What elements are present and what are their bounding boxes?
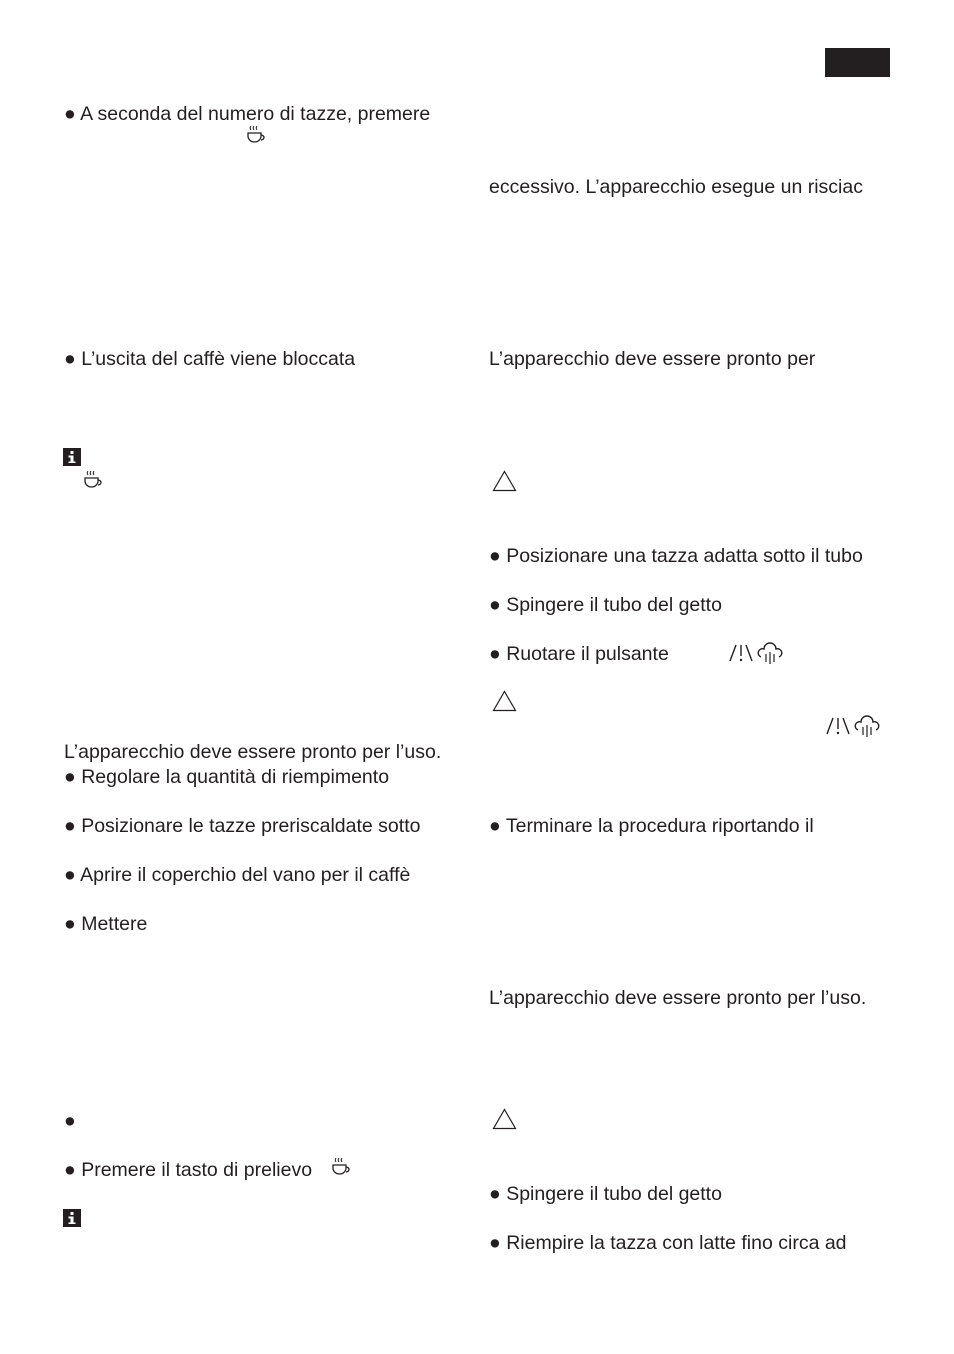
rinse-note-text: eccessivo. L’apparecchio esegue un risciac xyxy=(489,176,863,198)
steaming-cup-icon xyxy=(83,470,105,492)
steaming-cup-icon xyxy=(246,125,268,147)
bullet-press-dispense-button: ● Premere il tasto di prelievo xyxy=(64,1159,313,1181)
bullet-insert: ● Mettere xyxy=(64,913,148,935)
bullet-push-steam-tube-2: ● Spingere il tubo del getto xyxy=(489,1183,722,1205)
warning-triangle-icon xyxy=(492,1108,517,1130)
warning-triangle-icon xyxy=(492,470,517,492)
page-tab-marker xyxy=(825,48,890,77)
bullet-position-cups: ● Posizionare le tazze preriscaldate sotto xyxy=(64,815,421,837)
steam-knob-icon xyxy=(728,642,786,666)
bullet-end-procedure: ● Terminare la procedura riportando il xyxy=(489,815,814,837)
ready-for-use-text-right: L’apparecchio deve essere pronto per l’uso. xyxy=(489,987,867,1009)
ready-for-use-text: L’apparecchio deve essere pronto per l’uso. xyxy=(64,741,442,763)
bullet-rotate-knob: ● Ruotare il pulsante xyxy=(489,643,669,665)
bullet-push-steam-tube: ● Spingere il tubo del getto xyxy=(489,594,722,616)
bullet-empty: ● xyxy=(64,1110,76,1132)
bullet-cups-instruction: ● A seconda del numero di tazze, premere xyxy=(64,103,431,125)
warning-triangle-icon xyxy=(492,690,517,712)
bullet-coffee-outlet-blocked: ● L’uscita del caffè viene bloccata xyxy=(64,348,356,370)
info-icon xyxy=(63,448,81,466)
steaming-cup-icon xyxy=(331,1157,353,1179)
bullet-position-suitable-cup: ● Posizionare una tazza adatta sotto il tubo xyxy=(489,545,863,567)
info-icon xyxy=(63,1209,81,1227)
steam-knob-icon xyxy=(825,715,883,739)
bullet-fill-cup-milk: ● Riempire la tazza con latte fino circa ad xyxy=(489,1232,847,1254)
bullet-open-coffee-lid: ● Aprire il coperchio del vano per il caffè xyxy=(64,864,411,886)
ready-for-text: L’apparecchio deve essere pronto per xyxy=(489,348,816,370)
bullet-adjust-fill-quantity: ● Regolare la quantità di riempimento xyxy=(64,766,390,788)
